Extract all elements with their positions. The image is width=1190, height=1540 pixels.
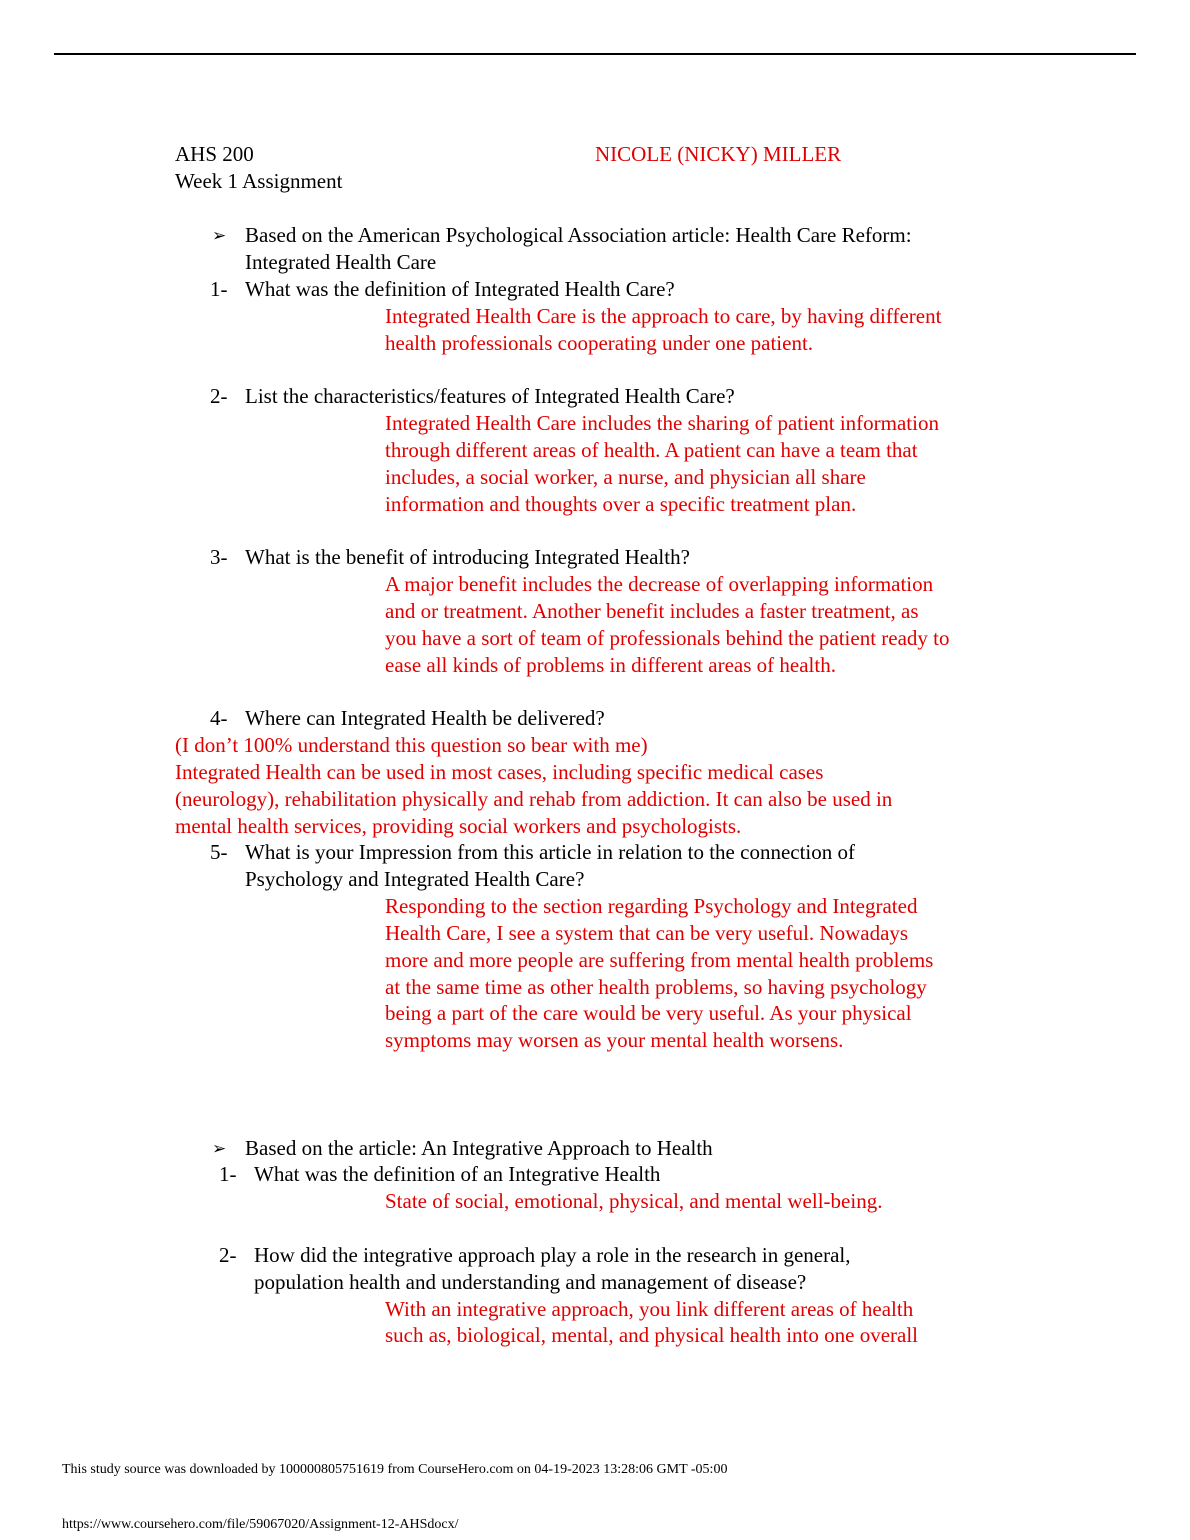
question-text-line1: How did the integrative approach play a role in the research in general, (254, 1243, 851, 1267)
question-number: 5- (210, 840, 228, 864)
answer-line: Integrated Health can be used in most cases, including specific medical cases (175, 760, 824, 784)
answer-line: such as, biological, mental, and physical health into one overall (385, 1323, 919, 1347)
answer-line: (I don’t 100% understand this question so bear with me) (175, 733, 648, 757)
top-rule (54, 53, 1136, 55)
course-code: AHS 200 (175, 142, 254, 166)
question-text-line2: population health and understanding and management of disease? (254, 1270, 807, 1294)
question-number: 3- (210, 545, 228, 569)
section1-intro-line2: Integrated Health Care (245, 250, 437, 274)
question-text: Where can Integrated Health be delivered? (245, 706, 605, 730)
answer-line: includes, a social worker, a nurse, and physician all share (385, 465, 866, 489)
source-url-link[interactable]: https://www.coursehero.com/file/59067020/Assignment-12-AHSdocx/ (62, 1517, 459, 1532)
answer-line: A major benefit includes the decrease of overlapping information (385, 572, 934, 596)
question-number: 1- (210, 277, 228, 301)
question-text: List the characteristics/features of Integrated Health Care? (245, 384, 735, 408)
question-number: 1- (219, 1162, 237, 1186)
question-text: What was the definition of an Integrative Health (254, 1162, 661, 1186)
question-text: What is the benefit of introducing Integrated Health? (245, 545, 690, 569)
answer-line: With an integrative approach, you link different areas of health (385, 1297, 914, 1321)
question-text-line1: What is your Impression from this article in relation to the connection of (245, 840, 856, 864)
answer-line: health professionals cooperating under one patient. (385, 331, 814, 355)
answer-line: (neurology), rehabilitation physically and rehab from addiction. It can also be used in (175, 787, 893, 811)
answer-line: symptoms may worsen as your mental health worsens. (385, 1028, 844, 1052)
bullet-arrow-icon: ➢ (212, 226, 227, 246)
assignment-title: Week 1 Assignment (175, 169, 343, 193)
student-name: NICOLE (NICKY) MILLER (595, 142, 842, 166)
answer-line: Responding to the section regarding Psychology and Integrated (385, 894, 918, 918)
answer-line: information and thoughts over a specific treatment plan. (385, 492, 857, 516)
bullet-arrow-icon: ➢ (212, 1139, 227, 1159)
question-text: What was the definition of Integrated Health Care? (245, 277, 675, 301)
answer-line: at the same time as other health problems, so having psychology (385, 975, 927, 999)
question-number: 2- (210, 384, 228, 408)
question-number: 2- (219, 1243, 237, 1267)
answer-line: more and more people are suffering from mental health problems (385, 948, 934, 972)
download-note: This study source was downloaded by 100000805751619 from CourseHero.com on 04-19-2023 13:28:06 GMT -05:00 (62, 1462, 728, 1477)
answer-line: Health Care, I see a system that can be very useful. Nowadays (385, 921, 909, 945)
answer-line: State of social, emotional, physical, and mental well-being. (385, 1189, 883, 1213)
question-number: 4- (210, 706, 228, 730)
question-text-line2: Psychology and Integrated Health Care? (245, 867, 585, 891)
answer-line: and or treatment. Another benefit includes a faster treatment, as (385, 599, 919, 623)
answer-line: Integrated Health Care is the approach to care, by having different (385, 304, 942, 328)
answer-line: ease all kinds of problems in different areas of health. (385, 653, 836, 677)
answer-line: you have a sort of team of professionals behind the patient ready to (385, 626, 950, 650)
answer-line: through different areas of health. A patient can have a team that (385, 438, 918, 462)
answer-line: Integrated Health Care includes the sharing of patient information (385, 411, 939, 435)
answer-line: being a part of the care would be very useful. As your physical (385, 1001, 912, 1025)
section1-intro-line1: Based on the American Psychological Association article: Health Care Reform: (245, 223, 912, 247)
answer-line: mental health services, providing social workers and psychologists. (175, 814, 742, 838)
section2-intro: Based on the article: An Integrative Approach to Health (245, 1136, 713, 1160)
